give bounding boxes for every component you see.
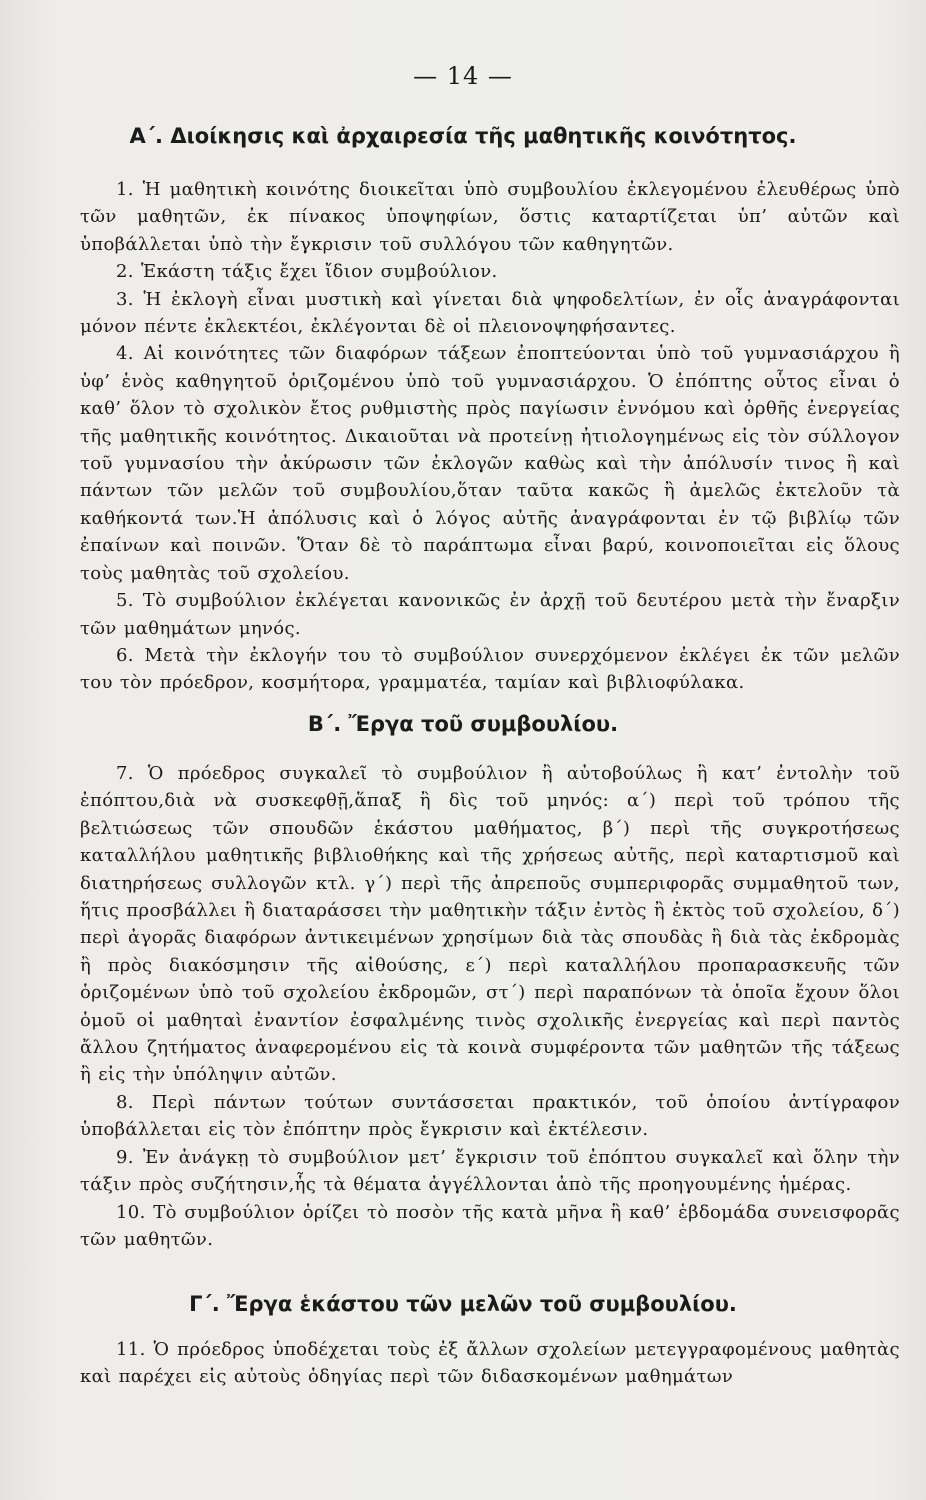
article-7: 7. Ὁ πρόεδρος συγκαλεῖ τὸ συμβούλιον ἢ αὐτοβούλως ἢ κατ’ ἐντολὴν τοῦ ἐπόπτου,διὰ νὰ συσκεφθῇ,ἅπαξ ἢ δὶς τοῦ μηνός: α΄) περὶ τοῦ τρόπου τῆς βελτιώσεως τῶν σπουδῶν ἑκάστου μαθήματος, β΄) περὶ τῆς συγκροτήσεως καταλλήλου μαθητικῆς βιβλιοθήκης καὶ τῆς χρήσεως αὐτῆς, περὶ καταρτισμοῦ καὶ διατηρήσεως συλλογῶν κτλ. γ΄) περὶ τῆς ἀπρεποῦς συμπεριφορᾶς συμμαθητοῦ των, ἥτις προσβάλλει ἢ διαταράσσει τὴν μαθητικὴν τάξιν ἐντὸς ἢ ἐκτὸς τοῦ σχολείου, δ΄) περὶ ἀγορᾶς διαφόρων ἀντικειμένων χρησίμων διὰ τὰς σπουδὰς ἢ διὰ τὰς ἐκδρομὰς ἢ πρὸς διακόσμησιν τῆς αἰθούσης, ε΄) περὶ καταλλήλου προπαρασκευῆς τῶν ὁριζομένων ὑπὸ τοῦ σχολείου ἐκδρομῶν, στ΄) περὶ παραπόνων τὰ ὁποῖα ἔχουν ὅλοι ὁμοῦ οἱ μαθηταὶ ἐναντίον ἐσφαλμένης τινὸς σχολικῆς ἐνεργείας καὶ περὶ παντὸς ἄλλου ζητήματος ἀναφερομένου εἰς τὰ κοινὰ συμφέροντα τῶν μαθητῶν τῆς τάξεως ἢ εἰς τὴν ὑπόληψιν αὐτῶν.	[80, 763, 900, 1086]
article-5: 5. Τὸ συμβούλιον ἐκλέγεται κανονικῶς ἐν ἀρχῇ τοῦ δευτέρου μετὰ τὴν ἔναρξιν τῶν μαθημάτων μηνός.	[80, 590, 900, 639]
article-6: 6. Μετὰ τὴν ἐκλογήν του τὸ συμβούλιον συνερχόμενον ἐκλέγει ἐκ τῶν μελῶν του τὸν πρόεδρον, κοσμήτορα, γραμματέα, ταμίαν καὶ βιβλιοφύλακα.	[80, 644, 900, 694]
section-b-heading: Β΄. Ἔργα τοῦ συμβουλίου.	[307, 712, 619, 736]
article-1: 1. Ἡ μαθητικὴ κοινότης διοικεῖται ὑπὸ συμβουλίου ἐκλεγομένου ἐλευθέρως ὑπὸ τῶν μαθητῶν, ἐκ πίνακος ὑποψηφίων, ὅστις καταρτίζεται ὑπ’ αὐτῶν καὶ ὑποβάλλεται ὑπὸ τὴν ἔγκρισιν τοῦ συλλόγου τῶν καθηγητῶν.	[80, 179, 900, 255]
article-9: 9. Ἐν ἀνάγκῃ τὸ συμβούλιον μετ’ ἔγκρισιν τοῦ ἐπόπτου συγκαλεῖ καὶ ὅλην τὴν τάξιν πρὸς συζήτησιν,ἧς τὰ θέματα ἀγγέλλονται ἀπὸ τῆς προηγουμένης ἡμέρας.	[80, 1146, 900, 1196]
section-c-body	[80, 1336, 900, 1391]
section-c-heading: Γ΄. Ἔργα ἑκάστου τῶν μελῶν τοῦ συμβουλίου.	[189, 1292, 737, 1316]
section-a-body	[80, 176, 900, 697]
section-b-body	[80, 760, 900, 1253]
article-8: 8. Περὶ πάντων τούτων συντάσσεται πρακτικόν, τοῦ ὁποίου ἀντίγραφον ὑποβάλλεται εἰς τὸν ἐπόπτην πρὸς ἔγκρισιν καὶ ἐκτέλεσιν.	[80, 1091, 900, 1141]
article-11: 11. Ὁ πρόεδρος ὑποδέχεται τοὺς ἐξ ἄλλων σχολείων μετεγγραφομένους μαθητὰς καὶ παρέχει εἰς αὐτοὺς ὁδηγίας περὶ τῶν διδασκομένων μαθημάτων	[80, 1339, 900, 1388]
article-3: 3. Ἡ ἐκλογὴ εἶναι μυστικὴ καὶ γίνεται διὰ ψηφοδελτίων, ἐν οἷς ἀναγράφονται μόνον πέντε ἐκλεκτέοι, ἐκλέγονται δὲ οἱ πλειονοψηφήσαντες.	[80, 288, 900, 338]
page-number: — 14 —	[413, 62, 513, 90]
article-4: 4. Αἱ κοινότητες τῶν διαφόρων τάξεων ἐποπτεύονται ὑπὸ τοῦ γυμνασιάρχου ἢ ὑφ’ ἑνὸς καθηγητοῦ ὁριζομένου ὑπὸ τοῦ γυμνασιάρχου. Ὁ ἐπόπτης οὗτος εἶναι ὁ καθ’ ὅλον τὸ σχολικὸν ἔτος ρυθμιστὴς πρὸς παγίωσιν ἐννόμου καὶ ὀρθῆς ἐνεργείας τῆς μαθητικῆς κοινότητος. Δικαιοῦται νὰ προτείνῃ ἠτιολογημένως εἰς τὸν σύλλογον τοῦ γυμνασίου τὴν ἀκύρωσιν τῶν ἐκλογῶν καθὼς καὶ τὴν ἀπόλυσίν τινος ἢ καὶ πάντων τῶν μελῶν τοῦ συμβουλίου,ὅταν ταῦτα κακῶς ἢ ἀμελῶς ἐκτελοῦν τὰ καθήκοντά των.Ἡ ἀπόλυσις καὶ ὁ λόγος αὐτῆς ἀναγράφονται ἐν τῷ βιβλίῳ τῶν ἐπαίνων καὶ ποινῶν. Ὅταν δὲ τὸ παράπτωμα εἶναι βαρύ, κοινοποιεῖται εἰς ὅλους τοὺς μαθητὰς τοῦ σχολείου.	[80, 343, 900, 584]
article-2: 2. Ἑκάστη τάξις ἔχει ἴδιον συμβούλιον.	[116, 261, 498, 283]
section-a-heading: Α΄. Διοίκησις καὶ ἀρχαιρεσία τῆς μαθητικῆς κοινότητος.	[129, 124, 797, 148]
article-10: 10. Τὸ συμβούλιον ὁρίζει τὸ ποσὸν τῆς κατὰ μῆνα ἢ καθ’ ἑβδομάδα συνεισφορᾶς τῶν μαθητῶν.	[80, 1201, 900, 1250]
